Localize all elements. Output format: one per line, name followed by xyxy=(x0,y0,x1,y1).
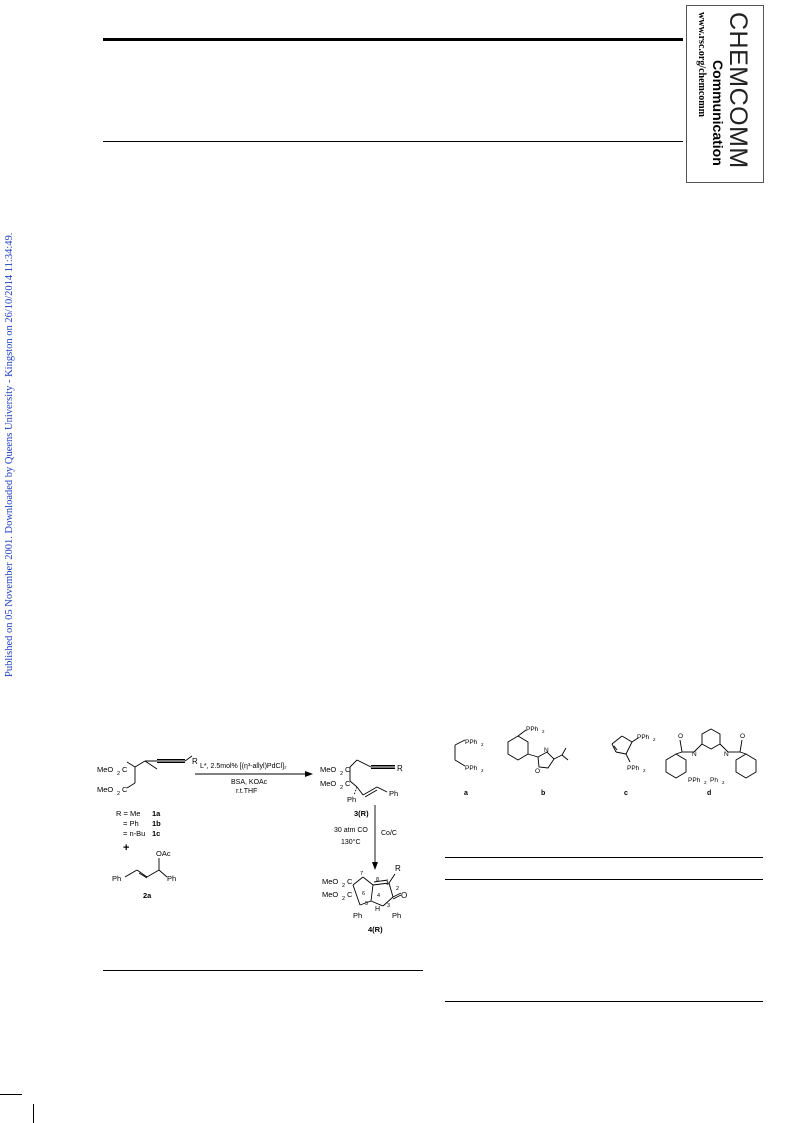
product4-sub-top: 2 xyxy=(342,883,346,889)
compound-3R: 3(R) xyxy=(354,809,369,818)
compound-4R: 4(R) xyxy=(368,925,383,934)
atom-4: 4 xyxy=(377,893,381,899)
substrate-ester-top: MeO xyxy=(97,765,114,774)
product4-ester-top: MeO xyxy=(322,877,339,886)
corner-mark-horizontal xyxy=(0,1094,22,1095)
ligand-a-pph2-top: PPh xyxy=(465,739,478,746)
plus-sign: + xyxy=(123,842,130,854)
ligand-d-pph2: PPh xyxy=(688,777,701,784)
atom-2: 2 xyxy=(396,886,400,892)
ligand-b-pph2: PPh xyxy=(526,726,539,733)
product4-ester-bottom: MeO xyxy=(322,890,339,899)
ligand-label-d: d xyxy=(707,790,712,797)
atom-7: 7 xyxy=(360,871,364,877)
substrate-ester-bottom: MeO xyxy=(97,785,114,794)
compound-1c: 1c xyxy=(152,829,161,838)
ligand-c-sub-bottom: 2 xyxy=(643,768,646,773)
product4-hydrogen: H xyxy=(375,906,381,913)
ligand-d-o-left: O xyxy=(678,733,684,740)
phenyl-left: Ph xyxy=(112,874,122,883)
corner-mark-vertical xyxy=(33,1104,34,1123)
product3-ester-bottom: MeO xyxy=(320,779,337,788)
ligand-label-b: b xyxy=(541,790,546,797)
product4-sub-bottom: 2 xyxy=(342,896,346,902)
ester-c-bottom: C xyxy=(122,785,128,794)
table-rule-bottom xyxy=(445,1001,763,1002)
r-option-2: = Ph xyxy=(123,819,139,828)
ligand-d-n-right: N xyxy=(724,751,729,758)
product3-c-bottom: C xyxy=(345,779,351,788)
compound-2a: 2a xyxy=(143,891,152,900)
ligand-a-pph2-bottom: PPh xyxy=(465,765,478,772)
r-option-1: R = Me xyxy=(116,809,141,818)
ligand-label-c: c xyxy=(624,790,628,797)
ester-subscript-bottom: 2 xyxy=(117,791,121,797)
product3-phenyl-left: Ph xyxy=(347,795,357,804)
provenance-watermark: Published on 05 November 2001. Downloaded by Queens University - Kingston on 26/10/2014 11:34:49. xyxy=(4,232,15,677)
ligand-structures xyxy=(440,722,770,812)
ester-subscript-top: 2 xyxy=(117,771,121,777)
atom-3: 3 xyxy=(387,903,391,909)
product4-phenyl-right: Ph xyxy=(392,911,402,920)
atom-6: 6 xyxy=(362,891,366,897)
ligand-a-sub-top: 2 xyxy=(481,742,484,747)
ligand-c-pph2-top: PPh xyxy=(637,734,650,741)
product4-c-bottom: C xyxy=(347,890,353,899)
conditions-line-1: L*, 2.5mol% [(η³-allyl)PdCl]₂ xyxy=(200,763,287,770)
conditions-line-3: r.t.THF xyxy=(236,788,258,795)
atom-1: 1 xyxy=(386,881,390,887)
table-rule-middle xyxy=(445,879,763,880)
top-rule xyxy=(103,38,683,41)
product3-r-group: R xyxy=(397,764,403,773)
pk-conditions-2: 130°C xyxy=(341,839,361,846)
phenyl-right: Ph xyxy=(167,874,177,883)
atom-8: 8 xyxy=(376,877,380,883)
ligand-d-o-right: O xyxy=(740,733,746,740)
pk-catalyst: Co/C xyxy=(381,830,397,837)
r-option-3: = n-Bu xyxy=(123,829,146,838)
journal-name: CHEMCOMM xyxy=(724,12,752,169)
product3-ester-top: MeO xyxy=(320,765,337,774)
article-type: Communication xyxy=(710,60,726,166)
journal-url[interactable]: www.rsc.org/chemcomm xyxy=(696,12,707,117)
product3-sub-top: 2 xyxy=(340,771,344,777)
ligand-d-sub-right: 2 xyxy=(722,780,725,785)
ligand-a-sub-bottom: 2 xyxy=(481,768,484,773)
product4-carbonyl: O xyxy=(401,891,408,900)
ligand-d-n-left: N xyxy=(692,751,697,758)
product3-phenyl-right: Ph xyxy=(389,789,399,798)
compound-1a: 1a xyxy=(152,809,161,818)
ligand-c-pph2-bottom: PPh xyxy=(627,765,640,772)
ligand-d-sub-left: 2 xyxy=(704,780,707,785)
ligand-label-a: a xyxy=(464,790,468,797)
acetate-group: OAc xyxy=(156,849,171,858)
scheme-bottom-rule xyxy=(103,970,423,971)
product3-c-top: C xyxy=(345,765,351,774)
compound-1b: 1b xyxy=(152,819,161,828)
header-rule xyxy=(103,141,683,142)
product4-c-top: C xyxy=(347,877,353,886)
pk-conditions-1: 30 atm CO xyxy=(334,827,368,834)
product4-phenyl-left: Ph xyxy=(353,911,363,920)
table-rule-top xyxy=(445,857,763,858)
ligand-b-sub: 2 xyxy=(542,729,545,734)
product4-r-group: R xyxy=(395,864,401,873)
ligand-d-ph2p: Ph xyxy=(710,777,718,784)
product3-sub-bottom: 2 xyxy=(340,785,344,791)
ligand-c-sub-top: 2 xyxy=(653,737,656,742)
reaction-scheme xyxy=(95,750,425,934)
substrate-r-group: R xyxy=(192,757,198,766)
ligand-b-n: N xyxy=(544,747,549,754)
ligand-b-o: O xyxy=(535,768,541,775)
atom-5: 5 xyxy=(365,901,369,907)
ester-c-top: C xyxy=(122,765,128,774)
conditions-line-2: BSA, KOAc xyxy=(231,779,268,786)
